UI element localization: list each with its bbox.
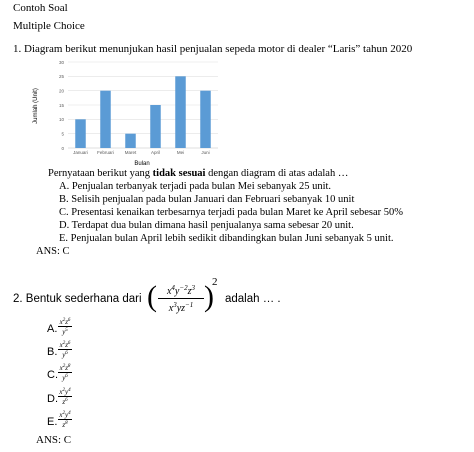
chart-bar-maret	[125, 134, 136, 148]
chart-y-tick-label: 5	[61, 131, 64, 137]
chart-x-tick-label: April	[150, 150, 161, 155]
chart-x-tick-label: Januari	[73, 150, 88, 155]
q1-answer: ANS: C	[36, 246, 70, 257]
expression-denominator: $x^3yz^{-1}$	[168, 301, 194, 314]
chart-y-tick-label: 20	[58, 88, 64, 94]
chart-bar-januari	[75, 119, 86, 148]
chart-y-tick-label: 0	[61, 145, 64, 151]
chart-x-tick-label: Juni	[201, 150, 210, 155]
chart-y-axis-label: Jumlah (Unit)	[33, 88, 39, 124]
q1-option-e[interactable]: E. Penjualan bulan April lebih sedikit dibandingkan bulan Juni sebanyak 5 unit.	[59, 233, 394, 244]
right-parenthesis: )	[204, 280, 214, 313]
sales-bar-chart	[28, 56, 238, 168]
chart-y-tick-label: 15	[58, 102, 64, 108]
q1-option-d[interactable]: D. Terdapat dua bulan dimana hasil penjualanya sama sebesar 20 unit.	[59, 220, 354, 231]
section-title: Contoh Soal	[13, 2, 68, 14]
q2-option-c-fraction[interactable]: $x^2z^8$ $y^6$	[59, 364, 71, 382]
q2-option-d-fraction[interactable]: $x^2y^4$ $z^6$	[59, 388, 71, 406]
chart-bar-februari	[100, 91, 111, 148]
question-1-text: 1. Diagram berikut menunjukan hasil penjualan sepeda motor di dealer “Laris” tahun 2020	[13, 43, 413, 55]
section-subtitle: Multiple Choice	[13, 20, 85, 32]
chart-bar-april	[150, 105, 161, 148]
q2-answer: ANS: C	[36, 434, 72, 446]
expression-fraction	[158, 282, 204, 315]
q2-option-d-letter[interactable]: D.	[47, 393, 58, 405]
chart-y-tick-label: 10	[58, 117, 64, 123]
chart-x-tick-label: Maret	[124, 150, 137, 155]
q2-option-b-letter[interactable]: B.	[47, 346, 58, 358]
q2-option-e-letter[interactable]: E.	[47, 416, 58, 428]
chart-bar-juni	[200, 91, 211, 148]
q2-option-a-letter[interactable]: A.	[47, 323, 58, 335]
q2-option-a-fraction[interactable]: $x^2z^6$ $y^5$	[59, 318, 71, 336]
chart-bar-mei	[175, 76, 186, 148]
question-2-suffix: adalah … .	[225, 293, 281, 305]
chart-x-axis-label: Bulan	[134, 161, 150, 167]
q2-option-b-fraction[interactable]: $x^2z^6$ $y^6$	[59, 341, 71, 359]
left-parenthesis: (	[147, 280, 157, 313]
question-2-text: 2. Bentuk sederhana dari	[13, 293, 142, 305]
expression-power: 2	[212, 276, 218, 288]
chart-y-tick-label: 30	[58, 59, 64, 65]
q1-option-b[interactable]: B. Selisih penjualan pada bulan Januari dan Februari sebanyak 10 unit	[59, 194, 355, 205]
q1-option-a[interactable]: A. Penjualan terbanyak terjadi pada bulan Mei sebanyak 25 unit.	[59, 181, 332, 192]
chart-x-tick-label: Mei	[176, 150, 185, 155]
q1-option-c[interactable]: C. Presentasi kenaikan terbesarnya terjadi pada bulan Maret ke April sebesar 50%	[59, 207, 404, 218]
chart-y-tick-label: 25	[58, 74, 64, 80]
q2-option-e-fraction[interactable]: $x^2y^4$ $z^8$	[59, 411, 71, 429]
expression-numerator: $x^4y^{-2}z^3$	[166, 284, 196, 297]
prompt-emphasis: tidak sesuai	[152, 168, 206, 179]
q2-option-c-letter[interactable]: C.	[47, 369, 58, 381]
chart-x-tick-label: Februari	[97, 150, 114, 155]
question-1-prompt: Pernyataan berikut yang tidak sesuai dengan diagram di atas adalah …	[48, 168, 349, 179]
